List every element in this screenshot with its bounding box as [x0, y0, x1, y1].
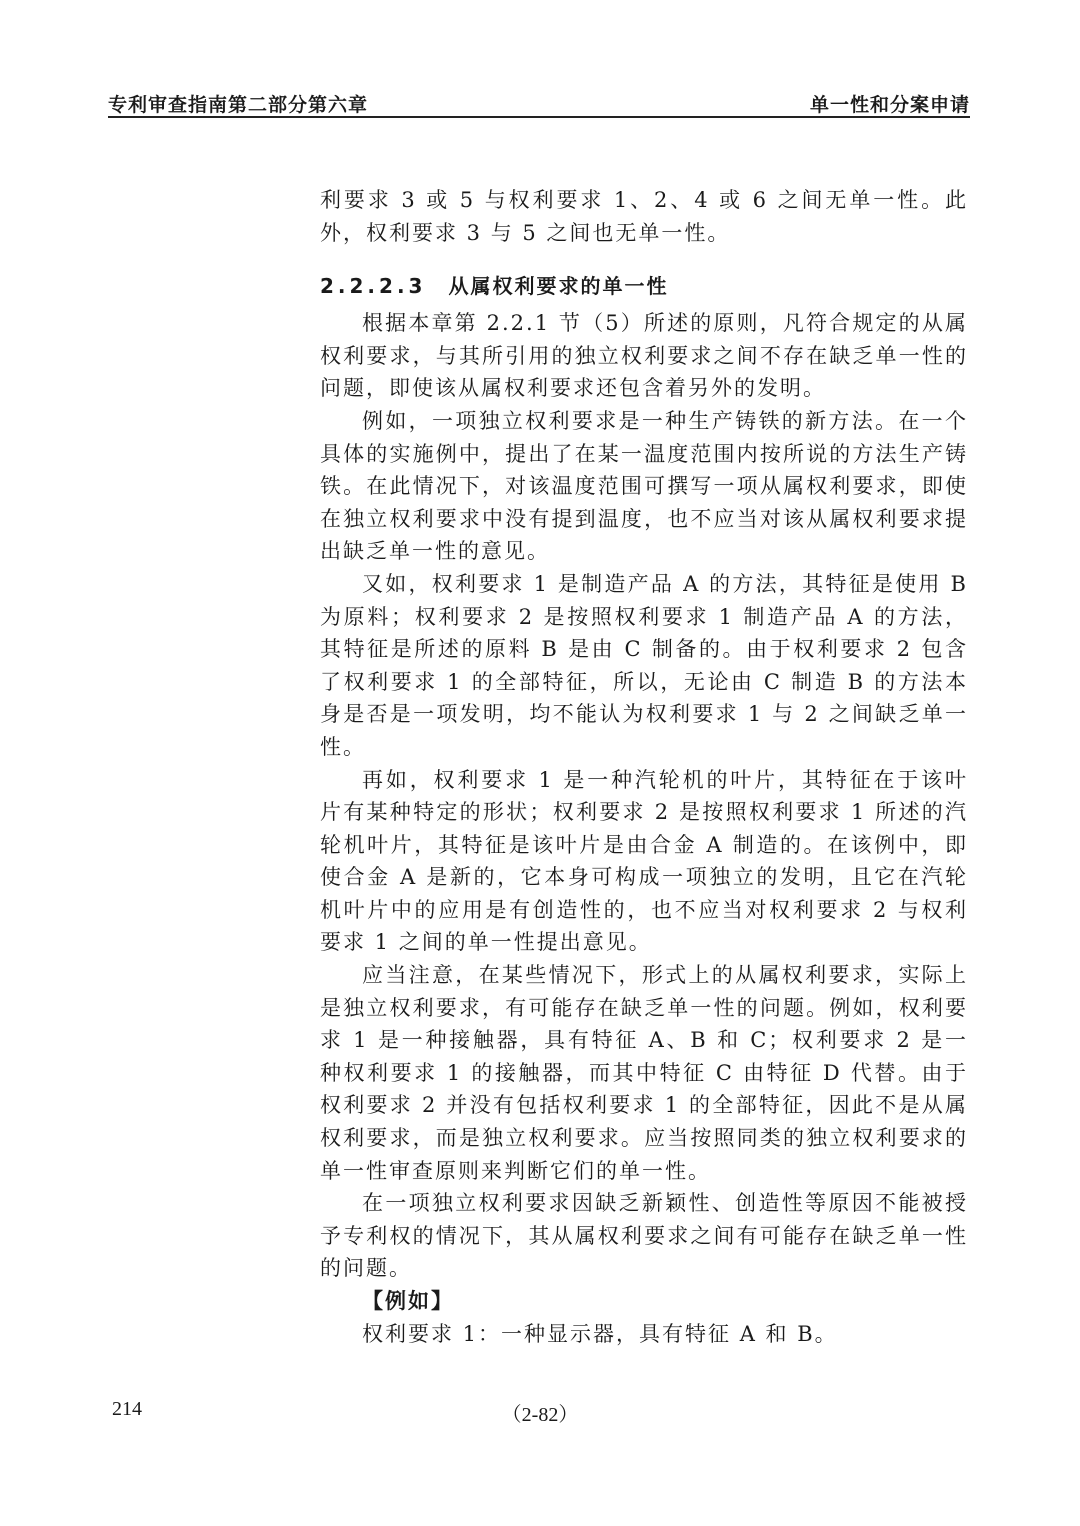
running-head: [108, 86, 970, 116]
paragraph: 再如，权利要求 1 是一种汽轮机的叶片，其特征在于该叶片有某种特定的形状；权利要求 2 是按照权利要求 1 所述的汽轮机叶片，其特征是该叶片是由合金 A 制造的。在该例中，即使合金 A 是新的，它本身可构成一项独立的发明，且它在汽轮机叶片中的应用是有创造性的，也不应当对权利要求 2 与权利要求 1 之间的单一性提出意见。: [320, 767, 968, 955]
page-number: 214: [112, 1398, 142, 1420]
body-text: [320, 184, 968, 1350]
paragraph: 应当注意，在某些情况下，形式上的从属权利要求，实际上是独立权利要求，有可能存在缺乏单一性的问题。例如，权利要求 1 是一种接触器，具有特征 A、B 和 C；权利要求 2 是一种权利要求 1 的接触器，而其中特征 C 由特征 D 代替。由于权利要求 2 并没有包括权利要求 1 的全部特征，因此不是从属权利要求，而是独立权利要求。应当按照同类的独立权利要求的单一性审查原则来判断它们的单一性。: [320, 963, 968, 1183]
paragraph: 又如，权利要求 1 是制造产品 A 的方法，其特征是使用 B 为原料；权利要求 2 是按照权利要求 1 制造产品 A 的方法，其特征是所述的原料 B 是由 C 制备的。由于权利要求 2 包含了权利要求 1 的全部特征，所以，无论由 C 制造 B 的方法本身是否是一项发明，均不能认为权利要求 1 与 2 之间缺乏单一性。: [320, 571, 968, 759]
section-number: 2.2.2.3: [320, 274, 427, 299]
header-rule: [108, 116, 970, 118]
paragraph: 例如，一项独立权利要求是一种生产铸铁的新方法。在一个具体的实施例中，提出了在某一温度范围内按所说的方法生产铸铁。在此情况下，对该温度范围可撰写一项从属权利要求，即使在独立权利要求中没有提到温度，也不应当对该从属权利要求提出缺乏单一性的意见。: [320, 408, 968, 564]
section-heading: [320, 271, 968, 301]
section-page-number: （2-82）: [501, 1404, 579, 1426]
paragraph: 在一项独立权利要求因缺乏新颖性、创造性等原因不能被授予专利权的情况下，其从属权利要求之间有可能存在缺乏单一性的问题。: [320, 1191, 968, 1281]
section-title: 从属权利要求的单一性: [448, 274, 669, 299]
header-section-title: 单一性和分案申请: [809, 94, 970, 116]
header-chapter-title: 专利审查指南第二部分第六章: [108, 94, 369, 116]
example-label: 【例如】: [362, 1288, 454, 1313]
claim-1: 权利要求 1：一种显示器，具有特征 A 和 B。: [362, 1321, 838, 1346]
paragraph: 根据本章第 2.2.1 节（5）所述的原则，凡符合规定的从属权利要求，与其所引用的独立权利要求之间不存在缺乏单一性的问题，即使该从属权利要求还包含着另外的发明。: [320, 311, 968, 401]
continuation-paragraph: 利要求 3 或 5 与权利要求 1、2、4 或 6 之间无单一性。此外，权利要求 3 与 5 之间也无单一性。: [320, 188, 968, 245]
